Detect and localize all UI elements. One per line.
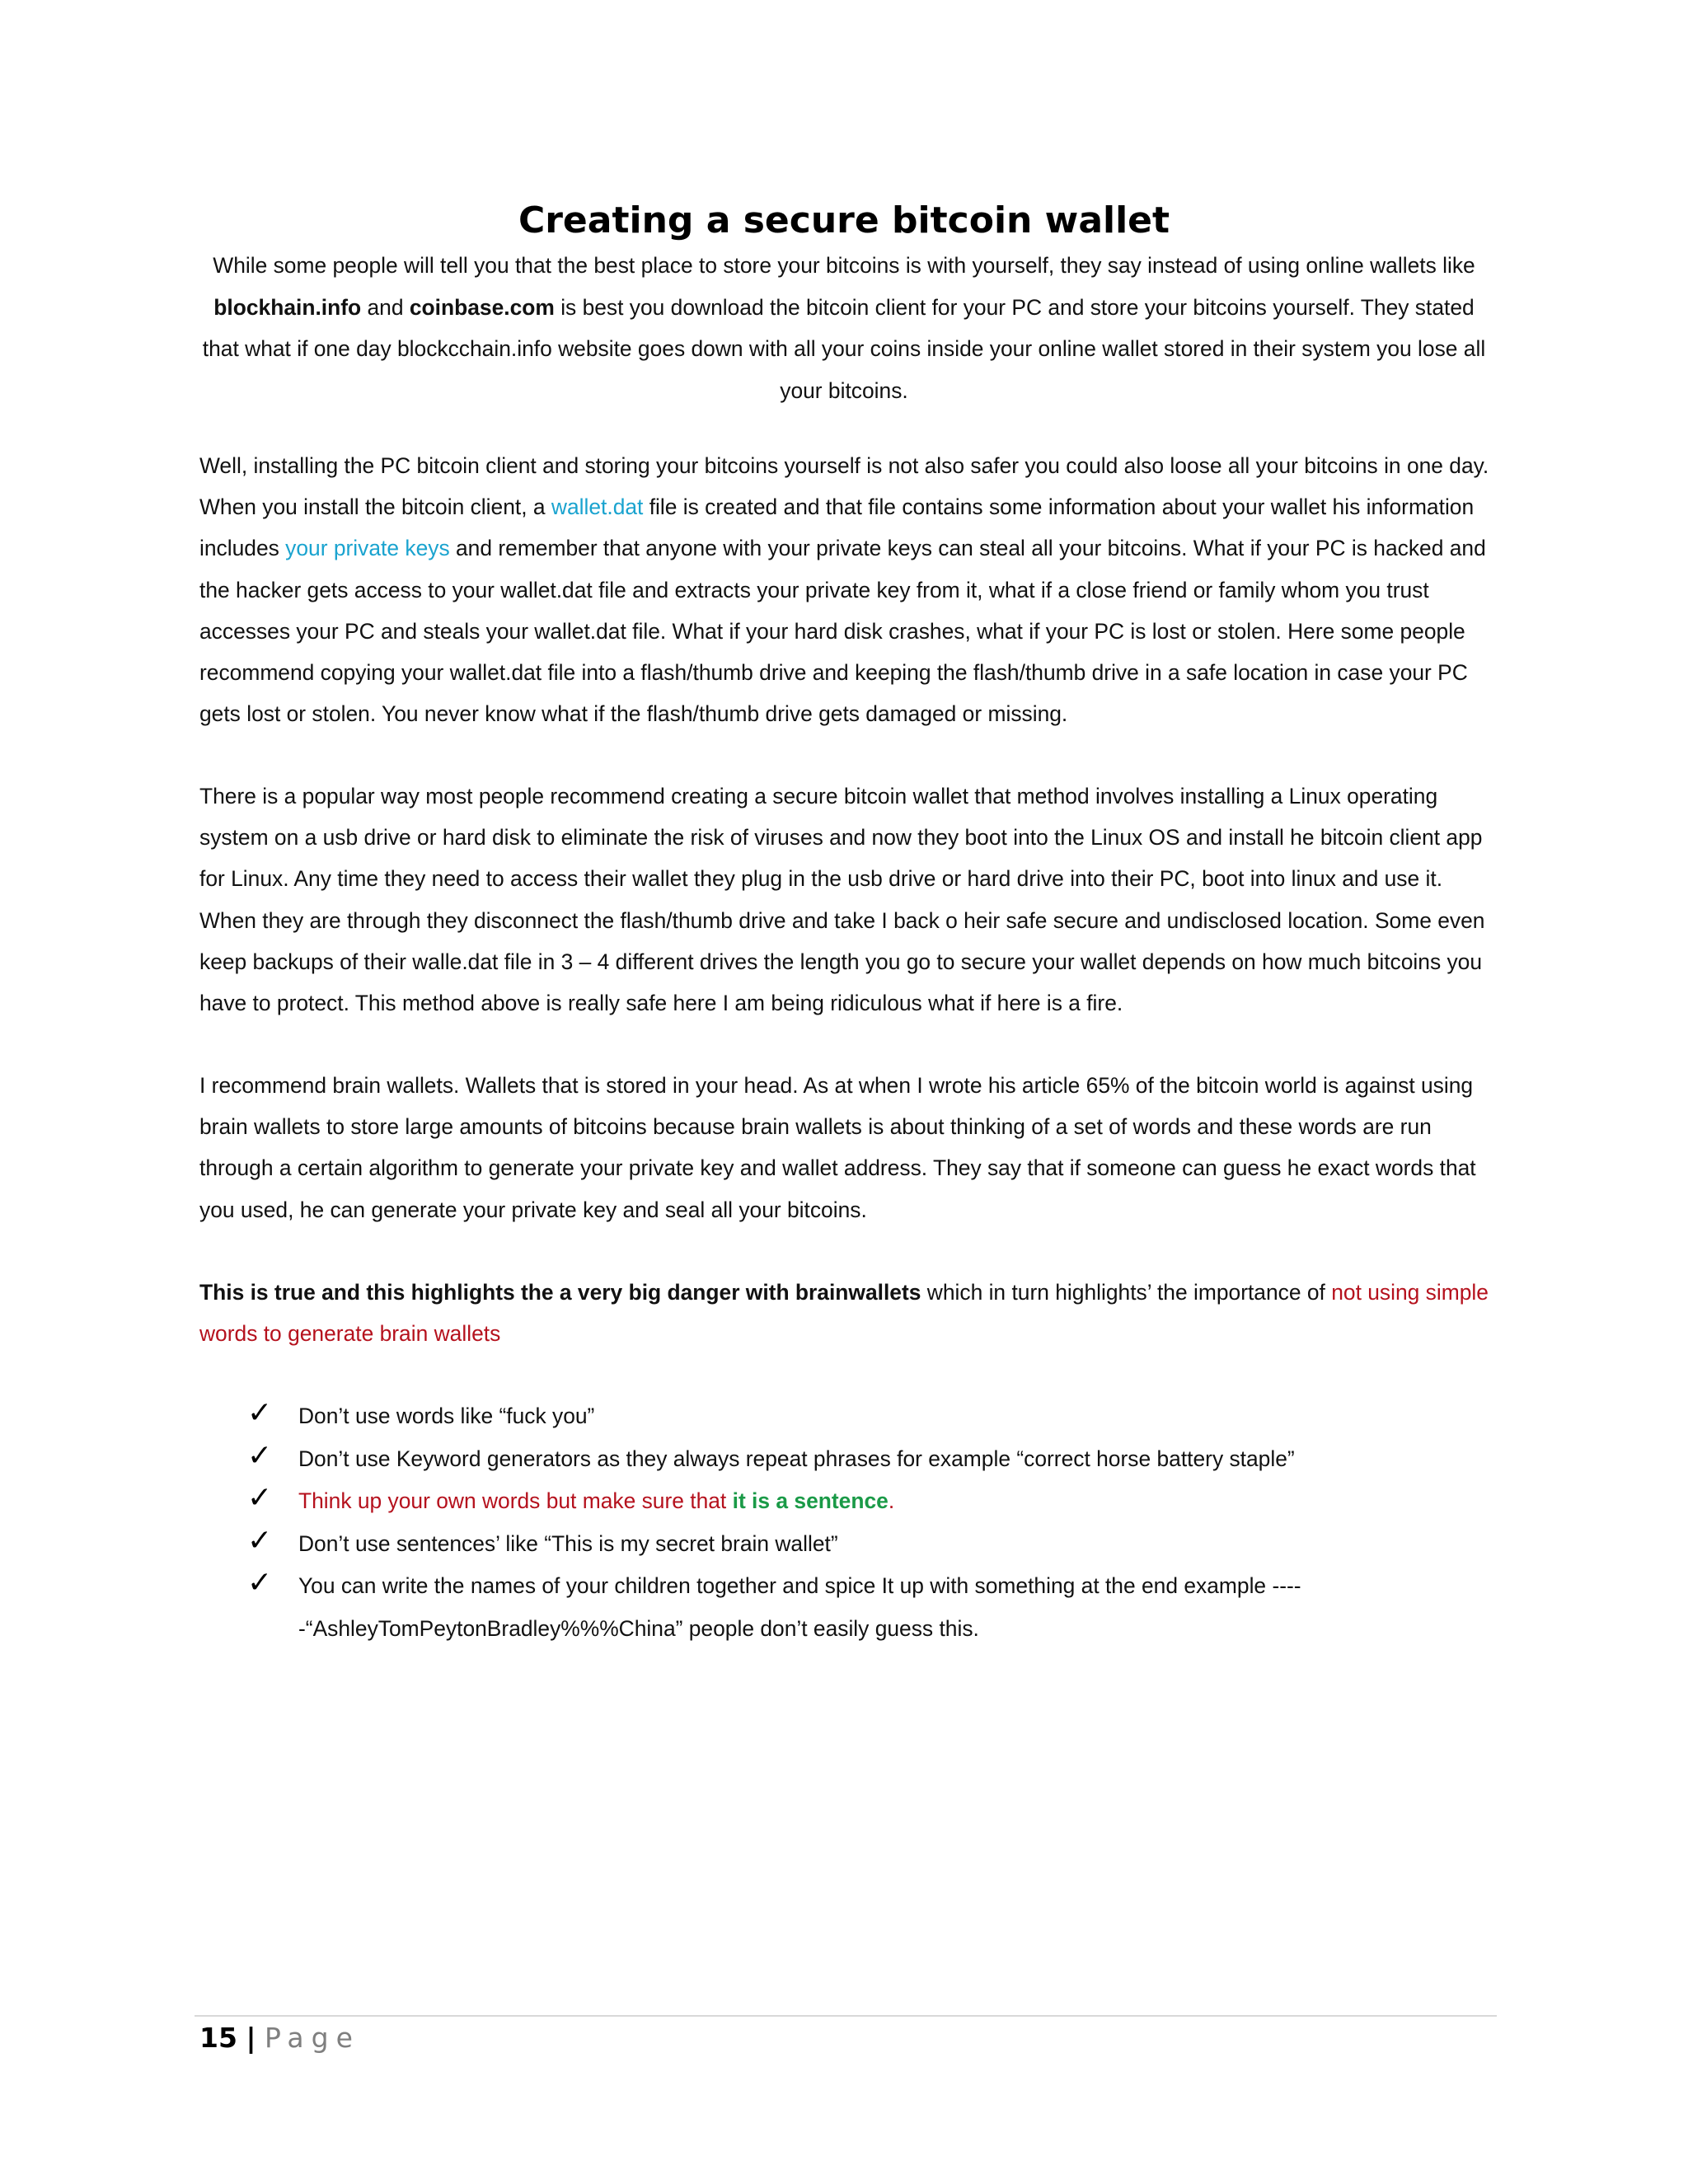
intro-text-3: is best you download the bitcoin client for your PC and store your bitcoins yourself. They stated that what if one day blockcchain.info website goes down with all your coins inside your online wallet stored in their system you lose all your bitcoins.	[202, 294, 1486, 403]
intro-text-2: and	[361, 294, 410, 320]
tips-checklist	[247, 1395, 1484, 1650]
intro-bold-blockchain: blockhain.info	[213, 294, 362, 320]
list-item-text: Don’t use Keyword generators as they always repeat phrases for example “correct horse battery staple”	[298, 1446, 1295, 1471]
list-item-end-text: .	[888, 1488, 895, 1513]
paragraph-brain-wallets: I recommend brain wallets. Wallets that is stored in your head. As at when I wrote his article 65% of the bitcoin world is against using brain wallets to store large amounts of bitcoins because brain wallets is about thinking of a set of words and these words are run through a certain algorithm to generate your private key and wallet address. They say that if someone can guess he exact words that you used, he can generate your private key and seal all your bitcoins.	[199, 1073, 1476, 1222]
page-title: Creating a secure bitcoin wallet	[518, 199, 1170, 241]
list-item-text: Don’t use sentences’ like “This is my secret brain wallet”	[298, 1530, 838, 1556]
list-item-text: You can write the names of your children together and spice It up with something at the end example -----“AshleyTomPeytonBradley%%%China” people don’t easily guess this.	[298, 1573, 1301, 1641]
list-item-green-text: it is a sentence	[732, 1488, 889, 1513]
wallet-dat-link[interactable]: wallet.dat	[551, 494, 644, 520]
page-footer	[199, 2018, 360, 2059]
page-label: Page	[265, 2022, 360, 2054]
checkmark-icon: ✓	[247, 1566, 273, 1600]
list-item	[247, 1438, 1484, 1481]
checkmark-icon: ✓	[247, 1481, 273, 1515]
paragraph-danger	[199, 1272, 1492, 1354]
p2-text-1: Well, installing the PC bitcoin client and storing your bitcoins yourself is not also safer you could also loose all your bitcoins in one day. When you install the bitcoin client, a	[199, 453, 1489, 520]
list-item-red-text: Think up your own words but make sure that	[298, 1488, 733, 1513]
checkmark-icon: ✓	[247, 1438, 273, 1473]
danger-bold-text: This is true and this highlights the a very big danger with brainwallets	[199, 1280, 921, 1305]
list-item	[247, 1480, 1484, 1523]
list-item-text: Don’t use words like “fuck you”	[298, 1404, 595, 1428]
footer-divider	[195, 2015, 1497, 2017]
intro-bold-coinbase: coinbase.com	[409, 294, 555, 320]
paragraph-linux-method: There is a popular way most people recommend creating a secure bitcoin wallet that method involves installing a Linux operating system on a usb drive or hard disk to eliminate the risk of viruses and now they boot into the Linux OS and install he bitcoin client app for Linux. Any time they need to access their wallet they plug in the usb drive or hard drive into their PC, boot into linux and use it. When they are through they disconnect the flash/thumb drive and take I back o heir safe secure and undisclosed location. Some even keep backups of their walle.dat file in 3 – 4 different drives the length you go to secure your wallet depends on how much bitcoins you have to protect. This method above is really safe here I am being ridiculous what if here is a fire.	[199, 784, 1485, 1016]
checkmark-icon: ✓	[247, 1523, 273, 1558]
p5-text-1: which in turn highlights’ the importance of	[921, 1280, 1332, 1305]
list-item	[247, 1523, 1484, 1566]
paragraph-pc-client	[199, 445, 1492, 734]
private-keys-link[interactable]: your private keys	[285, 536, 450, 561]
not-using-simple-words-text: not using simple words to generate brain wallets	[199, 1280, 1489, 1347]
list-item	[247, 1395, 1484, 1438]
p2-text-2: file is created and that file contains some information about your wallet his information includes	[199, 494, 1475, 561]
footer-separator: |	[246, 2022, 256, 2054]
list-item	[247, 1565, 1484, 1650]
intro-paragraph	[196, 245, 1492, 411]
intro-text-1: While some people will tell you that the best place to store your bitcoins is with yourself, they say instead of using online wallets like	[213, 253, 1475, 278]
checkmark-icon: ✓	[247, 1396, 273, 1430]
p2-text-3: and remember that anyone with your private keys can steal all your bitcoins. What if your PC is hacked and the hacker gets access to your wallet.dat file and extracts your private key from it, what if a close friend or family whom you trust accesses your PC and steals your wallet.dat file. What if your hard disk crashes, what if your PC is lost or stolen. Here some people recommend copying your wallet.dat file into a flash/thumb drive and keeping the flash/thumb drive in a safe location in case your PC gets lost or stolen. You never know what if the flash/thumb drive gets damaged or missing.	[199, 536, 1486, 727]
page-number: 15	[199, 2022, 237, 2054]
